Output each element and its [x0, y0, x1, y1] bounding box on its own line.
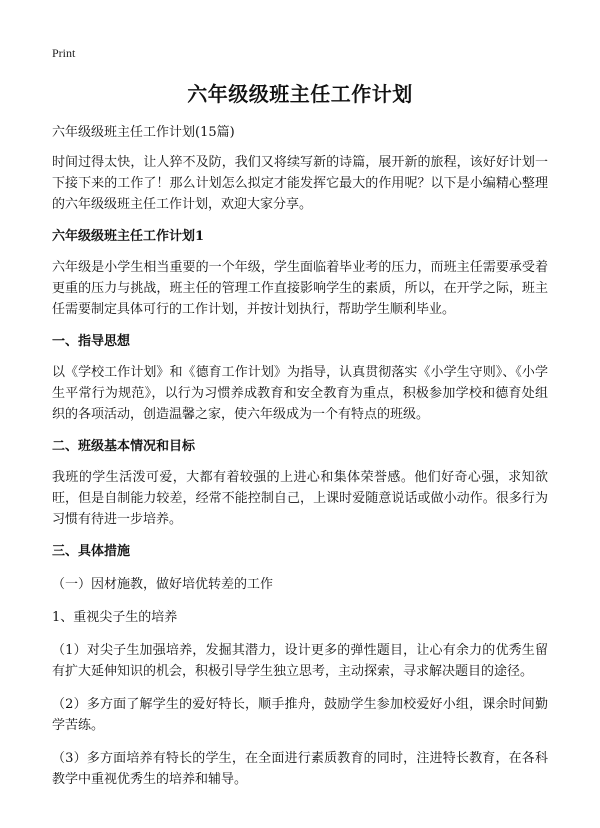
class-situation-paragraph: 我班的学生活泼可爱，大都有着较强的上进心和集体荣誉感。他们好奇心强，求知欲旺，但是自制能力较差，经常不能控制自己，上课时爱随意说话或做小动作。很多行为习惯有待进一步培养。: [52, 470, 548, 527]
print-link[interactable]: Print: [52, 46, 76, 60]
measure-subheading-1: （一）因材施教，做好培优转差的工作: [52, 577, 274, 592]
measure-item-1: （1）对尖子生加强培养，发掘其潜力，设计更多的弹性题目，让心有余力的优秀生留有扩大延伸知识的机会，积极引导学生独立思考，主动探索，寻求解决题目的途径。: [52, 643, 548, 679]
heading-class-situation: 二、班级基本情况和目标: [52, 439, 196, 454]
section-intro-paragraph: 六年级是小学生相当重要的一个年级，学生面临着毕业考的压力，而班主任需要承受着更重的压力与挑战，班主任的管理工作直接影响学生的素质，所以，在开学之际，班主任需要制定具体可行的工作计划，并按计划执行，帮助学生顺利毕业。: [52, 260, 548, 317]
section-title: 六年级级班主任工作计划1: [52, 229, 205, 244]
measure-subheading-2: 1、重视尖子生的培养: [52, 610, 178, 625]
measure-item-3: （3）多方面培养有特长的学生，在全面进行素质教育的同时，注进特长教育，在各科教学中重视优秀生的培养和辅导。: [52, 751, 548, 787]
measure-item-2: （2）多方面了解学生的爱好特长，顺手推舟，鼓励学生参加校爱好小组，课余时间勤学苦练。: [52, 697, 548, 733]
heading-specific-measures: 三、具体措施: [52, 544, 131, 559]
heading-guiding-ideology: 一、指导思想: [52, 334, 131, 349]
guiding-ideology-paragraph: 以《学校工作计划》和《德育工作计划》为指导，认真贯彻落实《小学生守则》、《小学生平常行为规范》，以行为习惯养成教育和安全教育为重点，积极参加学校和德育处组织的各项活动，创造温馨之家，使六年级成为一个有特点的班级。: [52, 365, 548, 422]
document-subtitle: 六年级级班主任工作计划(15篇): [52, 125, 235, 140]
page-title: 六年级级班主任工作计划: [187, 82, 413, 106]
intro-paragraph: 时间过得太快，让人猝不及防，我们又将续写新的诗篇，展开新的旅程，该好好计划一下接下来的工作了！那么计划怎么拟定才能发挥它最大的作用呢？以下是小编精心整理的六年级级班主任工作计划，欢迎大家分享。: [52, 155, 548, 212]
